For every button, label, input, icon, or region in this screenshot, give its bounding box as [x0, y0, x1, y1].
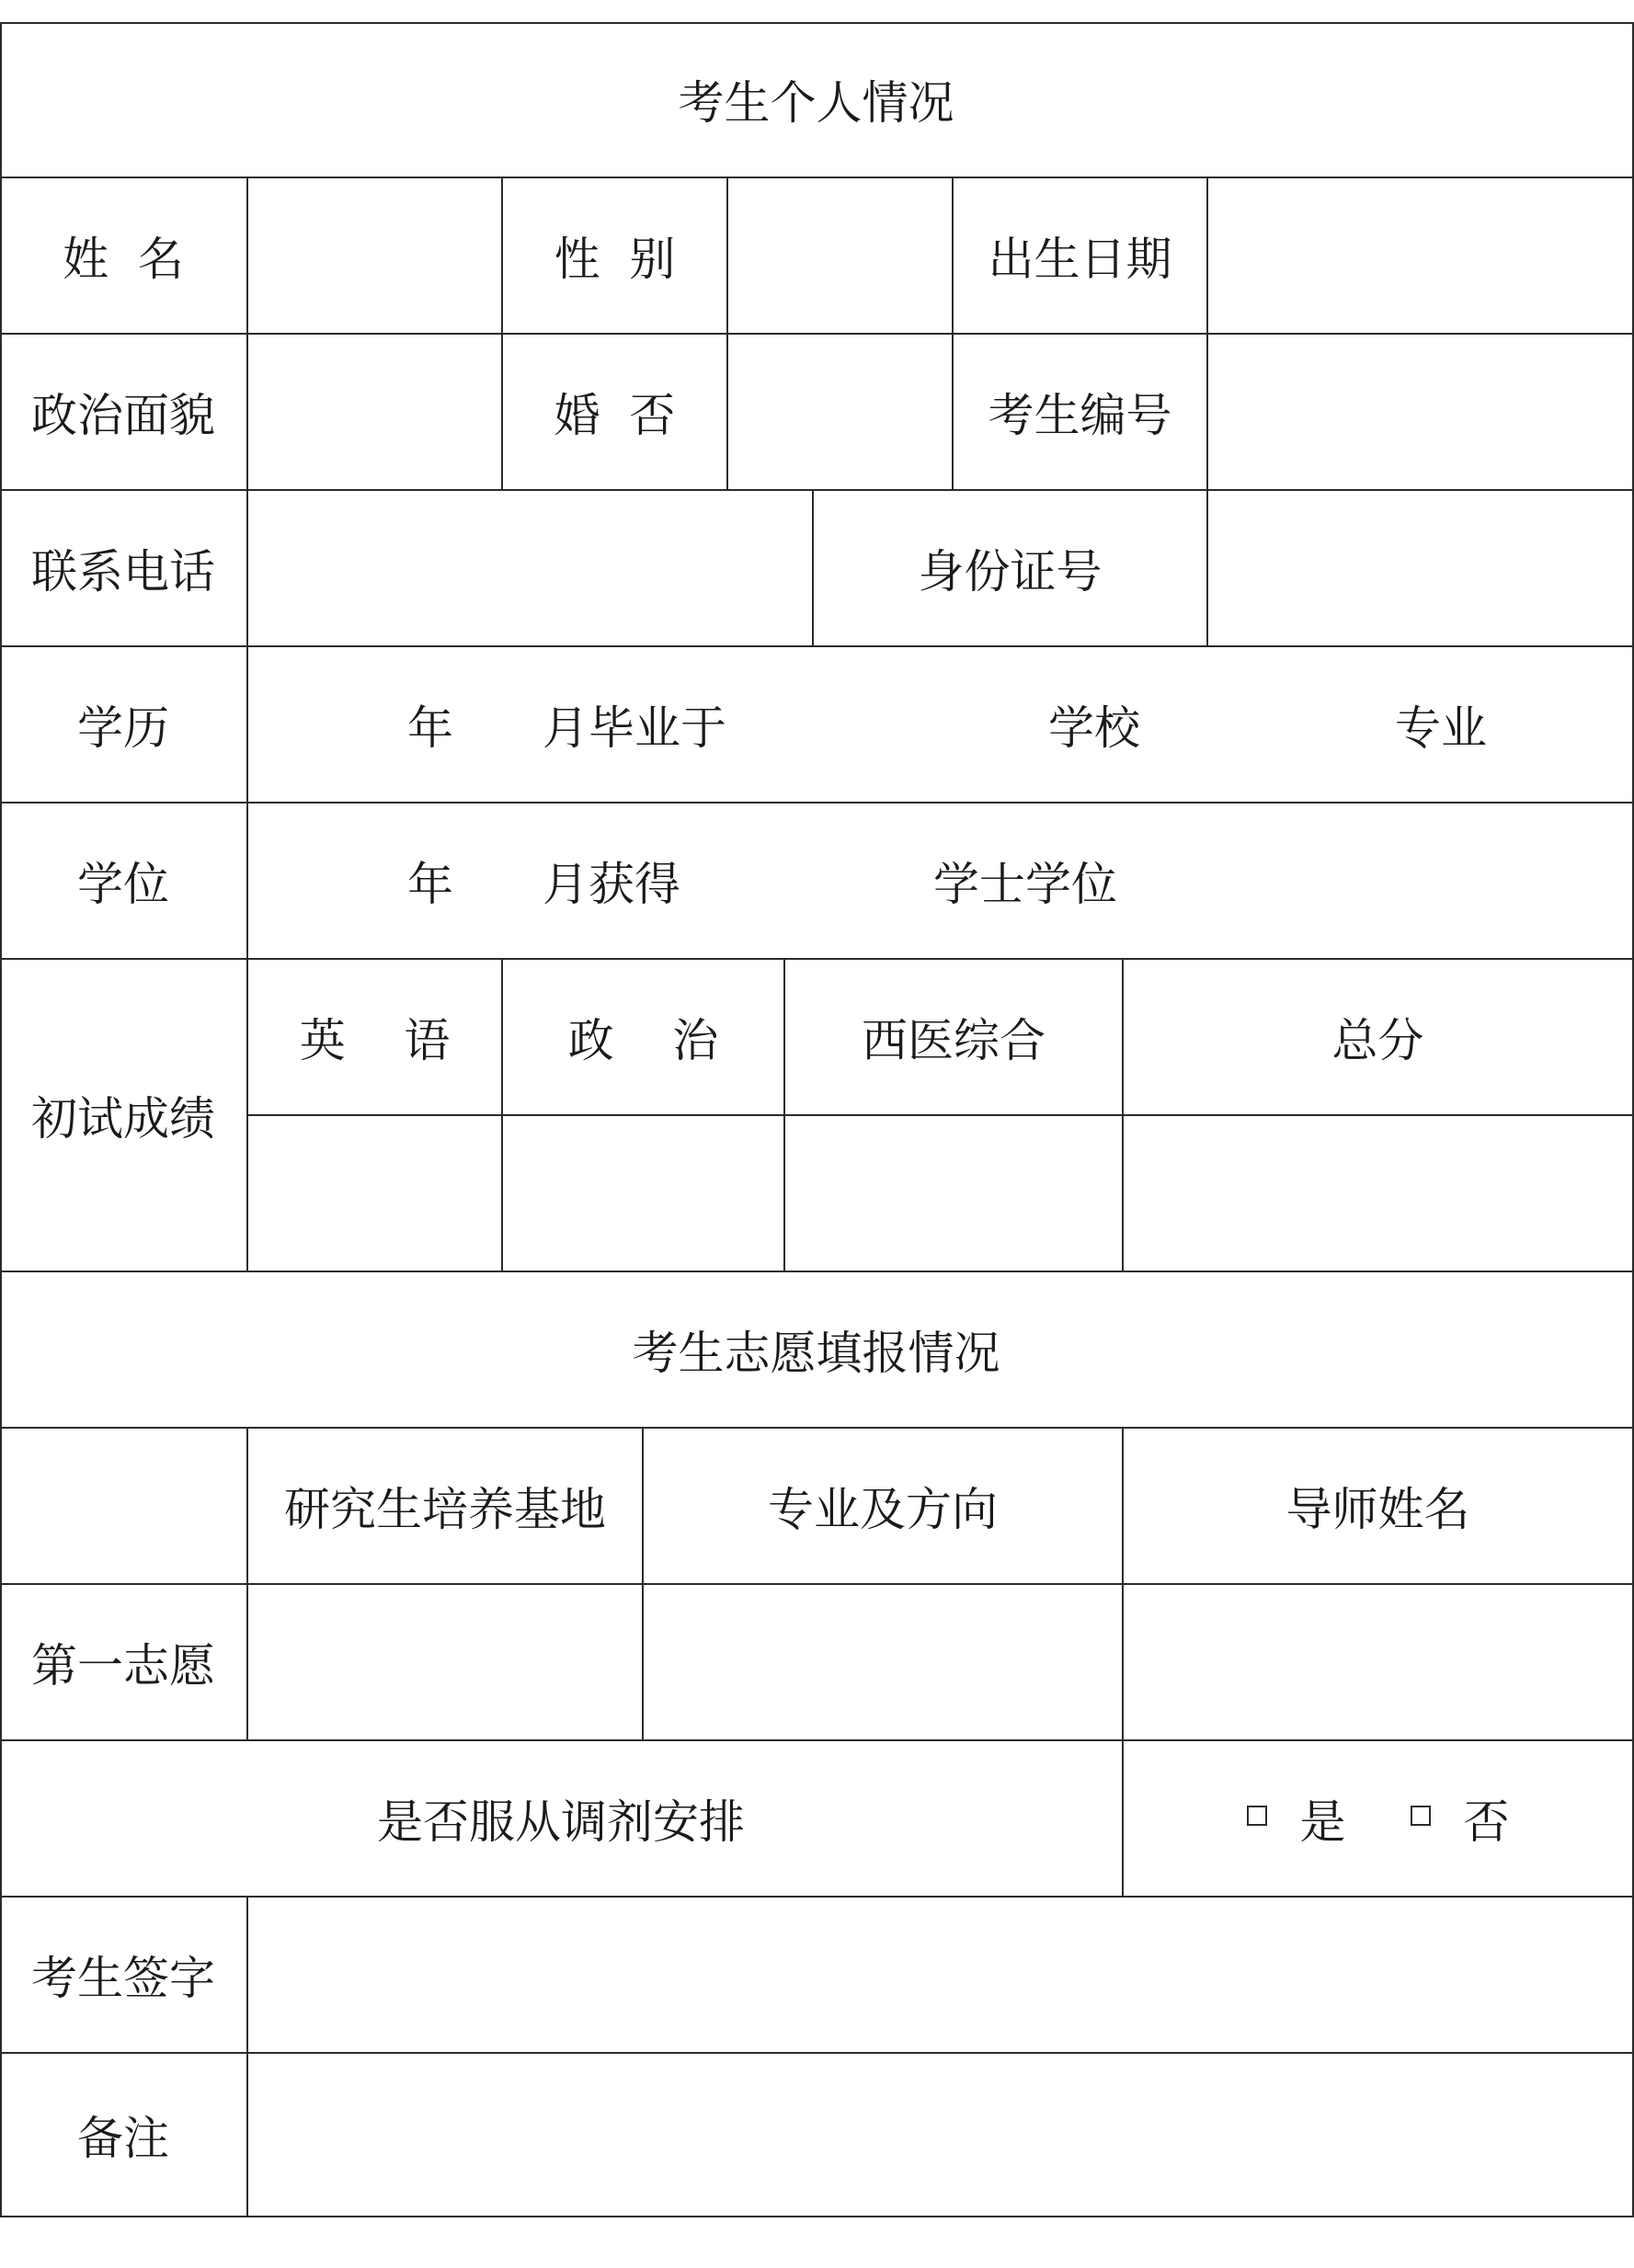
- header-politics: 政 治: [503, 960, 785, 1116]
- checkbox-yes[interactable]: [1247, 1806, 1267, 1826]
- label-name: 姓 名: [0, 178, 248, 335]
- label-first-choice: 第一志愿: [0, 1585, 248, 1741]
- section-title-personal: 考生个人情况: [0, 22, 1634, 178]
- label-education: 学历: [0, 647, 248, 803]
- field-id-number[interactable]: [1208, 491, 1634, 647]
- label-marital-status: 婚 否: [503, 335, 728, 491]
- education-major-text: 专业: [1395, 701, 1487, 755]
- field-major-direction[interactable]: [644, 1585, 1124, 1741]
- field-training-base[interactable]: [248, 1585, 644, 1741]
- section-title-preference: 考生志愿填报情况: [0, 1272, 1634, 1429]
- label-degree: 学位: [0, 803, 248, 960]
- field-candidate-number[interactable]: [1208, 335, 1634, 491]
- field-supervisor[interactable]: [1124, 1585, 1634, 1741]
- degree-year-text: 年: [407, 858, 453, 911]
- field-marital-status[interactable]: [728, 335, 954, 491]
- field-signature[interactable]: [248, 1898, 1634, 2054]
- field-education[interactable]: [248, 647, 1634, 803]
- degree-month-text: 月获得: [543, 858, 680, 911]
- label-birth-date: 出生日期: [954, 178, 1208, 335]
- field-birth-date[interactable]: [1208, 178, 1634, 335]
- field-degree[interactable]: [248, 803, 1634, 960]
- label-signature: 考生签字: [0, 1898, 248, 2054]
- field-western-medicine-score[interactable]: [785, 1116, 1124, 1272]
- label-remarks: 备注: [0, 2054, 248, 2217]
- field-gender[interactable]: [728, 178, 954, 335]
- header-english: 英 语: [248, 960, 503, 1116]
- option-yes-label: 是: [1299, 1795, 1346, 1849]
- checkbox-no[interactable]: [1411, 1806, 1431, 1826]
- education-year-text: 年: [407, 701, 453, 755]
- application-form: [0, 22, 1634, 2217]
- label-adjustment: 是否服从调剂安排: [0, 1741, 1124, 1898]
- education-school-text: 学校: [1048, 701, 1140, 755]
- adjustment-options: [1124, 1741, 1634, 1898]
- label-candidate-number: 考生编号: [954, 335, 1208, 491]
- field-remarks[interactable]: [248, 2054, 1634, 2217]
- option-yes[interactable]: [1247, 1785, 1346, 1852]
- field-total-score[interactable]: [1124, 1116, 1634, 1272]
- field-political-status[interactable]: [248, 335, 503, 491]
- field-name[interactable]: [248, 178, 503, 335]
- option-no-label: 否: [1463, 1795, 1510, 1849]
- education-month-text: 月毕业于: [543, 701, 726, 755]
- label-id-number: 身份证号: [814, 491, 1208, 647]
- header-supervisor: 导师姓名: [1124, 1429, 1634, 1585]
- field-phone[interactable]: [248, 491, 814, 647]
- header-training-base: 研究生培养基地: [248, 1429, 644, 1585]
- label-gender: 性 别: [503, 178, 728, 335]
- label-preliminary-scores: 初试成绩: [0, 960, 248, 1272]
- header-western-medicine: 西医综合: [785, 960, 1124, 1116]
- field-politics-score[interactable]: [503, 1116, 785, 1272]
- preference-header-blank: [0, 1429, 248, 1585]
- header-total: 总分: [1124, 960, 1634, 1116]
- label-phone: 联系电话: [0, 491, 248, 647]
- header-major-direction: 专业及方向: [644, 1429, 1124, 1585]
- label-political-status: 政治面貌: [0, 335, 248, 491]
- field-english-score[interactable]: [248, 1116, 503, 1272]
- degree-type-text: 学士学位: [933, 858, 1117, 911]
- option-no[interactable]: [1411, 1785, 1510, 1852]
